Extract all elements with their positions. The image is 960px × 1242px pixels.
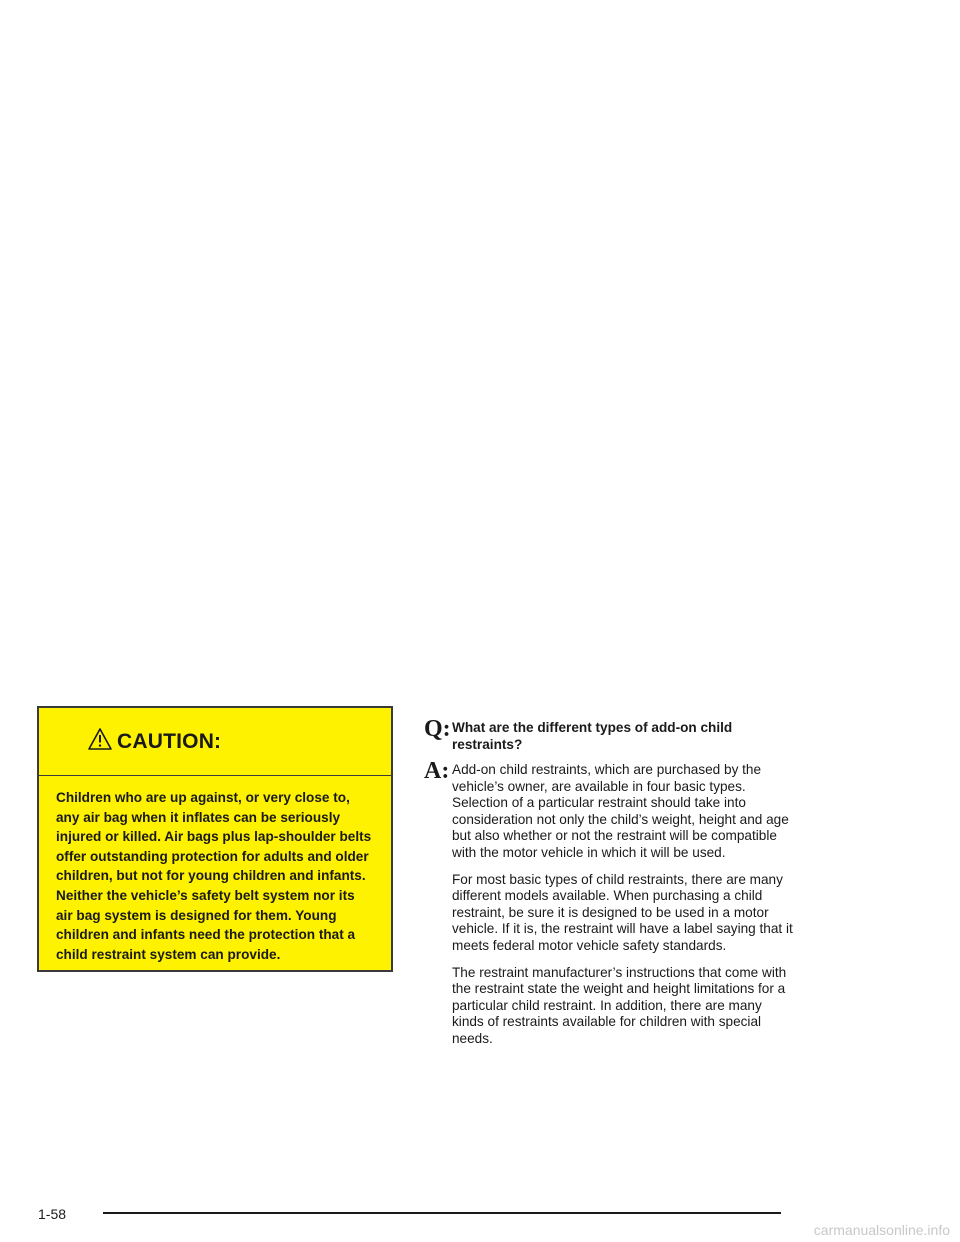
caution-box [37, 706, 393, 972]
answer-text [452, 762, 794, 1048]
caution-text: Children who are up against, or very close to, any air bag when it inflates can be seriously injured or killed. Air bags plus lap-shoulder belts offer outstanding protection for adults and older children, but not for young children and infants. Neither the vehicle’s safety belt system nor its air bag system is designed for them. Young children and infants need the protection that a child restraint system can provide. [56, 790, 372, 962]
answer-marker: A: [424, 758, 450, 784]
answer-paragraph: Add-on child restraints, which are purchased by the vehicle’s owner, are available in four basic types. Selection of a particular restraint should take into consideration not only the child’s weight, height and age but also whether or not the restraint will be compatible with the motor vehicle in which it will be used. [452, 762, 789, 860]
footer-rule [103, 1212, 781, 1214]
question-marker: Q: [424, 716, 451, 742]
answer-block [424, 758, 794, 1058]
answer-paragraph: For most basic types of child restraints, there are many different models available. When purchasing a child restraint, be sure it is designed to be used in a motor vehicle. If it is, the restraint will have a label saying that it meets federal motor vehicle safety standards. [452, 871, 793, 953]
page-number: 1-58 [38, 1206, 67, 1222]
warning-triangle-icon [87, 727, 113, 751]
question-text: What are the different types of add-on child restraints? [452, 720, 733, 752]
caution-title: CAUTION: [117, 729, 222, 753]
watermark: carmanualsonline.info [813, 1222, 950, 1238]
answer-paragraph: The restraint manufacturer’s instructions that come with the restraint state the weight and height limitations for a particular child restraint. In addition, there are many kinds of restraints available for children with special needs. [452, 964, 787, 1046]
caution-header [39, 708, 391, 776]
question-block [424, 716, 794, 753]
